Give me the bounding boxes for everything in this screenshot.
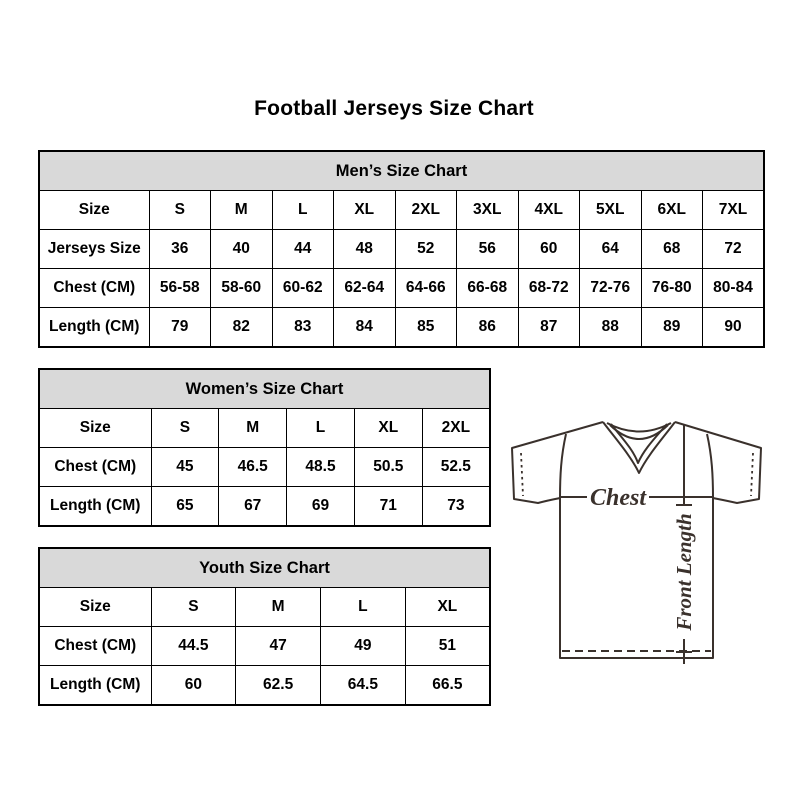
women-row-label: Length (CM) bbox=[39, 487, 151, 527]
men-data-cell: 64 bbox=[580, 230, 642, 269]
right-sleeve-dash bbox=[751, 453, 753, 496]
youth-data-cell: XL bbox=[405, 588, 490, 627]
women-data-cell: 67 bbox=[219, 487, 287, 527]
men-data-cell: 58-60 bbox=[211, 269, 273, 308]
men-data-cell: 88 bbox=[580, 308, 642, 348]
women-row-label: Size bbox=[39, 409, 151, 448]
youth-data-cell: 44.5 bbox=[151, 627, 236, 666]
men-data-cell: 44 bbox=[272, 230, 334, 269]
youth-data-cell: 62.5 bbox=[236, 666, 321, 706]
youth-data-cell: 64.5 bbox=[321, 666, 406, 706]
men-data-cell: 36 bbox=[149, 230, 211, 269]
front-length-label: Front Length bbox=[672, 513, 696, 631]
men-data-cell: 52 bbox=[395, 230, 457, 269]
men-data-cell: 82 bbox=[211, 308, 273, 348]
women-data-cell: S bbox=[151, 409, 219, 448]
women-data-cell: 69 bbox=[287, 487, 355, 527]
youth-data-cell: S bbox=[151, 588, 236, 627]
youth-data-cell: 66.5 bbox=[405, 666, 490, 706]
women-data-cell: 45 bbox=[151, 448, 219, 487]
men-data-cell: L bbox=[272, 191, 334, 230]
jersey-diagram-svg bbox=[500, 396, 775, 681]
youth-row-2 bbox=[39, 666, 490, 706]
page-title: Football Jerseys Size Chart bbox=[254, 97, 534, 120]
men-table-title: Men’s Size Chart bbox=[39, 151, 764, 191]
men-data-cell: 90 bbox=[703, 308, 765, 348]
youth-row-label: Length (CM) bbox=[39, 666, 151, 706]
women-data-cell: 2XL bbox=[422, 409, 490, 448]
men-data-cell: 86 bbox=[457, 308, 519, 348]
youth-data-cell: M bbox=[236, 588, 321, 627]
men-data-cell: 2XL bbox=[395, 191, 457, 230]
men-data-cell: 83 bbox=[272, 308, 334, 348]
men-data-cell: 79 bbox=[149, 308, 211, 348]
youth-size-table bbox=[38, 547, 491, 706]
womens-size-table bbox=[38, 368, 491, 527]
mens-size-table bbox=[38, 150, 765, 348]
women-data-cell: 46.5 bbox=[219, 448, 287, 487]
youth-table-title: Youth Size Chart bbox=[39, 548, 490, 588]
men-data-cell: 60 bbox=[518, 230, 580, 269]
women-data-cell: 73 bbox=[422, 487, 490, 527]
chest-label: Chest bbox=[589, 485, 647, 511]
men-row-3 bbox=[39, 308, 764, 348]
left-armhole-seam bbox=[560, 434, 566, 498]
youth-row-label: Chest (CM) bbox=[39, 627, 151, 666]
men-data-cell: 80-84 bbox=[703, 269, 765, 308]
men-data-cell: 62-64 bbox=[334, 269, 396, 308]
men-row-1 bbox=[39, 230, 764, 269]
men-data-cell: 89 bbox=[641, 308, 703, 348]
jersey-measurement-diagram bbox=[500, 396, 775, 681]
men-data-cell: 66-68 bbox=[457, 269, 519, 308]
women-table-title: Women’s Size Chart bbox=[39, 369, 490, 409]
men-data-cell: 87 bbox=[518, 308, 580, 348]
men-data-cell: 5XL bbox=[580, 191, 642, 230]
left-sleeve-dash bbox=[521, 453, 523, 496]
women-data-cell: 52.5 bbox=[422, 448, 490, 487]
men-data-cell: 68-72 bbox=[518, 269, 580, 308]
youth-row-1 bbox=[39, 627, 490, 666]
men-data-cell: 72-76 bbox=[580, 269, 642, 308]
men-data-cell: 56-58 bbox=[149, 269, 211, 308]
men-row-label: Chest (CM) bbox=[39, 269, 149, 308]
youth-data-cell: 47 bbox=[236, 627, 321, 666]
men-data-cell: 84 bbox=[334, 308, 396, 348]
men-data-cell: 72 bbox=[703, 230, 765, 269]
youth-data-cell: 49 bbox=[321, 627, 406, 666]
youth-row-label: Size bbox=[39, 588, 151, 627]
men-data-cell: 68 bbox=[641, 230, 703, 269]
men-row-0 bbox=[39, 191, 764, 230]
men-row-label: Length (CM) bbox=[39, 308, 149, 348]
men-data-cell: 56 bbox=[457, 230, 519, 269]
youth-row-0 bbox=[39, 588, 490, 627]
men-row-2 bbox=[39, 269, 764, 308]
right-armhole-seam bbox=[707, 434, 713, 498]
men-data-cell: 4XL bbox=[518, 191, 580, 230]
women-data-cell: 65 bbox=[151, 487, 219, 527]
men-data-cell: XL bbox=[334, 191, 396, 230]
women-row-0 bbox=[39, 409, 490, 448]
men-row-label: Jerseys Size bbox=[39, 230, 149, 269]
men-data-cell: 60-62 bbox=[272, 269, 334, 308]
men-data-cell: 85 bbox=[395, 308, 457, 348]
men-data-cell: 48 bbox=[334, 230, 396, 269]
youth-data-cell: L bbox=[321, 588, 406, 627]
women-data-cell: 50.5 bbox=[354, 448, 422, 487]
men-row-label: Size bbox=[39, 191, 149, 230]
youth-data-cell: 51 bbox=[405, 627, 490, 666]
men-data-cell: 6XL bbox=[641, 191, 703, 230]
women-data-cell: 48.5 bbox=[287, 448, 355, 487]
men-data-cell: 3XL bbox=[457, 191, 519, 230]
women-row-1 bbox=[39, 448, 490, 487]
women-title-row bbox=[39, 369, 490, 409]
women-data-cell: 71 bbox=[354, 487, 422, 527]
women-data-cell: M bbox=[219, 409, 287, 448]
men-data-cell: 7XL bbox=[703, 191, 765, 230]
men-data-cell: 64-66 bbox=[395, 269, 457, 308]
men-data-cell: S bbox=[149, 191, 211, 230]
men-data-cell: 76-80 bbox=[641, 269, 703, 308]
men-data-cell: 40 bbox=[211, 230, 273, 269]
youth-title-row bbox=[39, 548, 490, 588]
women-data-cell: L bbox=[287, 409, 355, 448]
youth-data-cell: 60 bbox=[151, 666, 236, 706]
men-title-row bbox=[39, 151, 764, 191]
women-data-cell: XL bbox=[354, 409, 422, 448]
women-row-label: Chest (CM) bbox=[39, 448, 151, 487]
men-data-cell: M bbox=[211, 191, 273, 230]
women-row-2 bbox=[39, 487, 490, 527]
